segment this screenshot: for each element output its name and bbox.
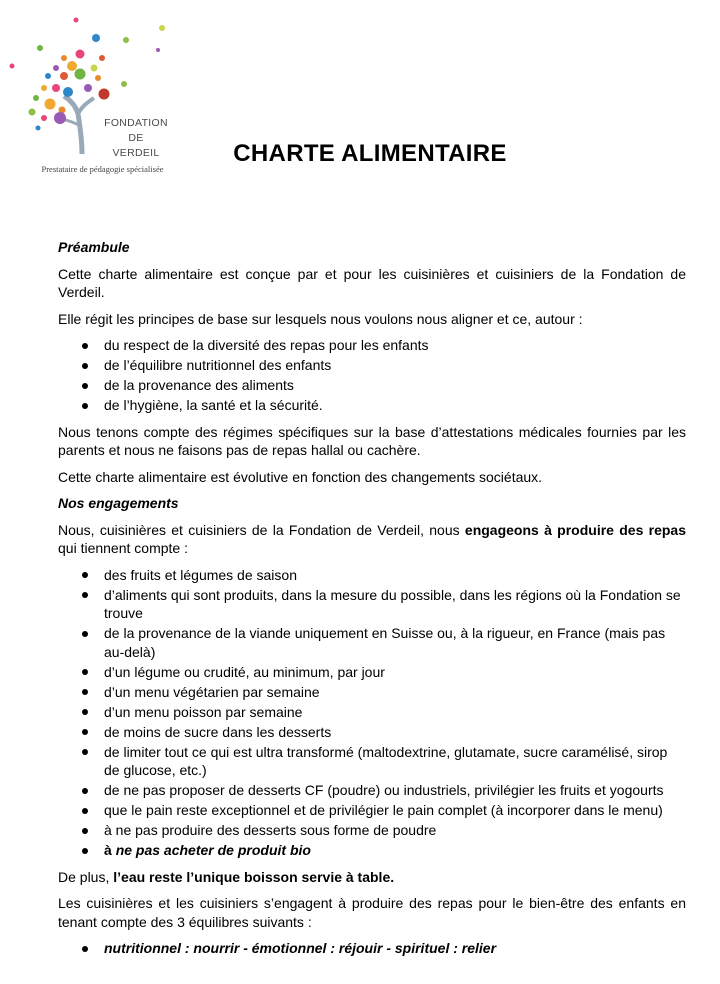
preambule-list xyxy=(58,336,686,415)
equilibres-list xyxy=(58,939,686,958)
logo-tagline: Prestataire de pédagogie spécialisée xyxy=(41,164,164,174)
last-item-prefix: à xyxy=(104,842,116,858)
preambule-paragraph-2: Elle régit les principes de base sur lesquels nous voulons nous aligner et ce, autour : xyxy=(58,310,583,327)
document-title: CHARTE ALIMENTAIRE xyxy=(233,140,507,167)
last-item-emphasis: ne pas acheter de produit bio xyxy=(115,842,311,858)
preambule-paragraph-4: Cette charte alimentaire est évolutive en fonction des changements sociétaux. xyxy=(58,468,543,485)
intro-text-bold: engageons à produire des repas xyxy=(464,521,686,538)
list-item: d’un menu poisson par semaine xyxy=(58,703,686,722)
preambule-paragraph-3: Nous tenons compte des régimes spécifiques sur la base d’attestations médicales fournies par les parents et nous ne faisons pas de repas hallal ou cachère. xyxy=(58,423,686,458)
logo-line-2: DE xyxy=(128,132,144,144)
list-item: de la provenance des aliments xyxy=(58,376,686,395)
logo-line-1: FONDATION xyxy=(104,117,168,129)
list-item: d’aliments qui sont produits, dans la mesure du possible, dans les régions où la Fondation se trouve xyxy=(58,586,686,623)
list-item: à ne pas produire des desserts sous forme de poudre xyxy=(58,821,686,840)
intro-text-a: Nous, cuisinières et cuisiniers de la Fondation de Verdeil, nous xyxy=(58,521,465,538)
list-item: d’un légume ou crudité, au minimum, par jour xyxy=(58,663,686,682)
preambule-paragraph-1: Cette charte alimentaire est conçue par et pour les cuisinières et cuisiniers de la Fondation de Verdeil. xyxy=(58,265,686,300)
document-body xyxy=(58,238,686,966)
intro-text-b: qui tiennent compte : xyxy=(58,540,188,556)
engagements-intro xyxy=(58,521,686,558)
engagements-heading: Nos engagements xyxy=(58,495,179,511)
list-item: de l’équilibre nutritionnel des enfants xyxy=(58,356,686,375)
de-plus-text: De plus, xyxy=(58,868,114,885)
list-item xyxy=(58,841,686,860)
engagements-list xyxy=(58,566,686,860)
final-paragraph: Les cuisinières et les cuisiniers s’engagent à produire des repas pour le bien-être des enfants en tenant compte des 3 équilibres suivants : xyxy=(58,895,686,930)
list-item: du respect de la diversité des repas pour les enfants xyxy=(58,336,686,355)
list-item: d’un menu végétarien par semaine xyxy=(58,683,686,702)
de-plus-paragraph xyxy=(58,868,686,887)
list-item: de moins de sucre dans les desserts xyxy=(58,723,686,742)
de-plus-bold: l’eau reste l’unique boisson servie à table. xyxy=(113,868,395,885)
list-item: de limiter tout ce qui est ultra transformé (maltodextrine, glutamate, sucre caramélisé, sirop de glucose, etc.) xyxy=(58,743,686,780)
list-item: des fruits et légumes de saison xyxy=(58,566,686,585)
list-item: de ne pas proposer de desserts CF (poudre) ou industriels, privilégier les fruits et yogourts xyxy=(58,781,686,800)
preambule-heading: Préambule xyxy=(58,239,130,255)
list-item: de l’hygiène, la santé et la sécurité. xyxy=(58,396,686,415)
logo-line-3: VERDEIL xyxy=(112,147,160,159)
list-item: de la provenance de la viande uniquement en Suisse ou, à la rigueur, en France (mais pas au-delà) xyxy=(58,624,686,661)
list-item: nutritionnel : nourrir - émotionnel : réjouir - spirituel : relier xyxy=(58,939,686,958)
list-item: que le pain reste exceptionnel et de privilégier le pain complet (à incorporer dans le menu) xyxy=(58,801,686,820)
